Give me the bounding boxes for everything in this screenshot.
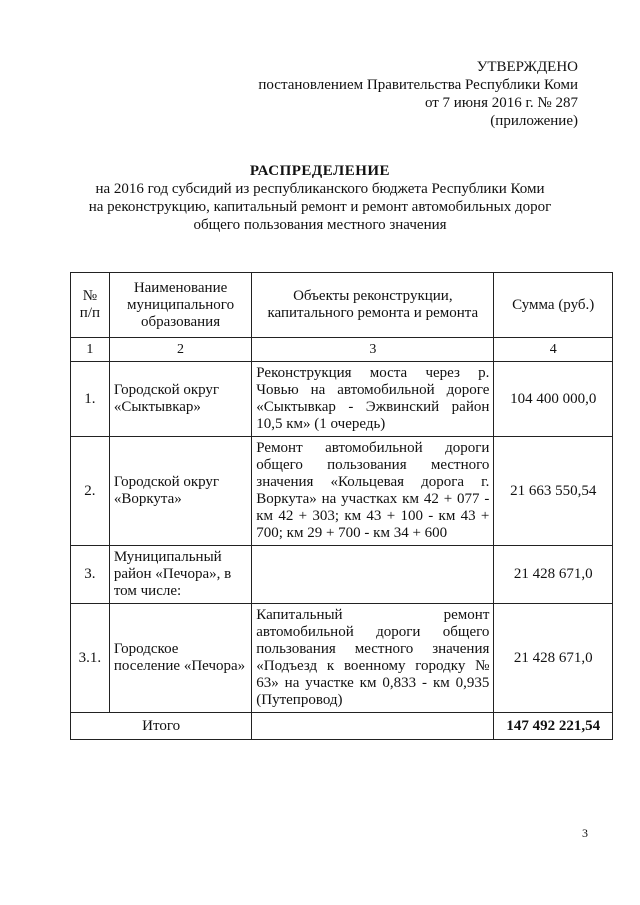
table-row <box>71 604 613 713</box>
row-sum: 21 428 671,0 <box>494 546 613 604</box>
table-row <box>71 437 613 546</box>
row-name: Городской округ «Сыктывкар» <box>109 362 251 437</box>
row-objects <box>252 546 494 604</box>
header-name: Наименование муниципального образования <box>109 273 251 338</box>
total-sum: 147 492 221,54 <box>494 713 613 740</box>
row-name: Городское поселение «Печора» <box>109 604 251 713</box>
total-label: Итого <box>71 713 252 740</box>
document-subtitle-line2: на реконструкцию, капитальный ремонт и ремонт автомобильных дорог <box>88 199 552 215</box>
distribution-table <box>70 272 613 740</box>
col-number-1: 1 <box>71 338 110 362</box>
row-name: Городской округ «Воркута» <box>109 437 251 546</box>
table-row <box>71 362 613 437</box>
row-sum: 104 400 000,0 <box>494 362 613 437</box>
approval-appendix: (приложение) <box>490 113 578 129</box>
total-row <box>71 713 613 740</box>
table-row <box>71 546 613 604</box>
approval-stamp <box>218 58 578 130</box>
document-subtitle-line3: общего пользования местного значения <box>193 217 447 233</box>
page-number: 3 <box>582 826 588 840</box>
col-number-3: 3 <box>252 338 494 362</box>
document-title: РАСПРЕДЕЛЕНИЕ <box>249 163 391 179</box>
row-objects: Реконструкция моста через р. Човью на автомобильной дороге «Сыктывкар - Эжвинский район 10,5 км» (1 очередь) <box>252 362 494 437</box>
row-name: Муниципальный район «Печора», в том числе: <box>109 546 251 604</box>
row-sum: 21 428 671,0 <box>494 604 613 713</box>
col-number-2: 2 <box>109 338 251 362</box>
approval-date: от 7 июня 2016 г. № 287 <box>424 95 578 111</box>
row-objects: Капитальный ремонт автомобильной дороги общего пользования местного значения «Подъезд к военному городку № 63» на участке км 0,833 - км 0,935 (Путепровод) <box>252 604 494 713</box>
row-num: 3.1. <box>71 604 110 713</box>
total-objects-empty <box>252 713 494 740</box>
column-number-row <box>71 338 613 362</box>
col-number-4: 4 <box>494 338 613 362</box>
table-header-row <box>71 273 613 338</box>
row-sum: 21 663 550,54 <box>494 437 613 546</box>
approval-decree: постановлением Правительства Республики Коми <box>258 77 578 93</box>
header-num: № п/п <box>71 273 110 338</box>
document-heading <box>0 162 640 234</box>
row-num: 1. <box>71 362 110 437</box>
row-num: 3. <box>71 546 110 604</box>
document-subtitle-line1: на 2016 год субсидий из республиканского бюджета Республики Коми <box>95 181 545 197</box>
header-sum: Сумма (руб.) <box>494 273 613 338</box>
header-objects: Объекты реконструкции, капитального ремонта и ремонта <box>252 273 494 338</box>
row-objects: Ремонт автомобильной дороги общего пользования местного значения «Кольцевая дорога г. Воркута» на участках км 42 + 077 - км 42 + 303; км 43 + 100 - км 43 + 700; км 29 + 700 - км 34 + 600 <box>252 437 494 546</box>
row-num: 2. <box>71 437 110 546</box>
approval-title: УТВЕРЖДЕНО <box>476 59 578 75</box>
